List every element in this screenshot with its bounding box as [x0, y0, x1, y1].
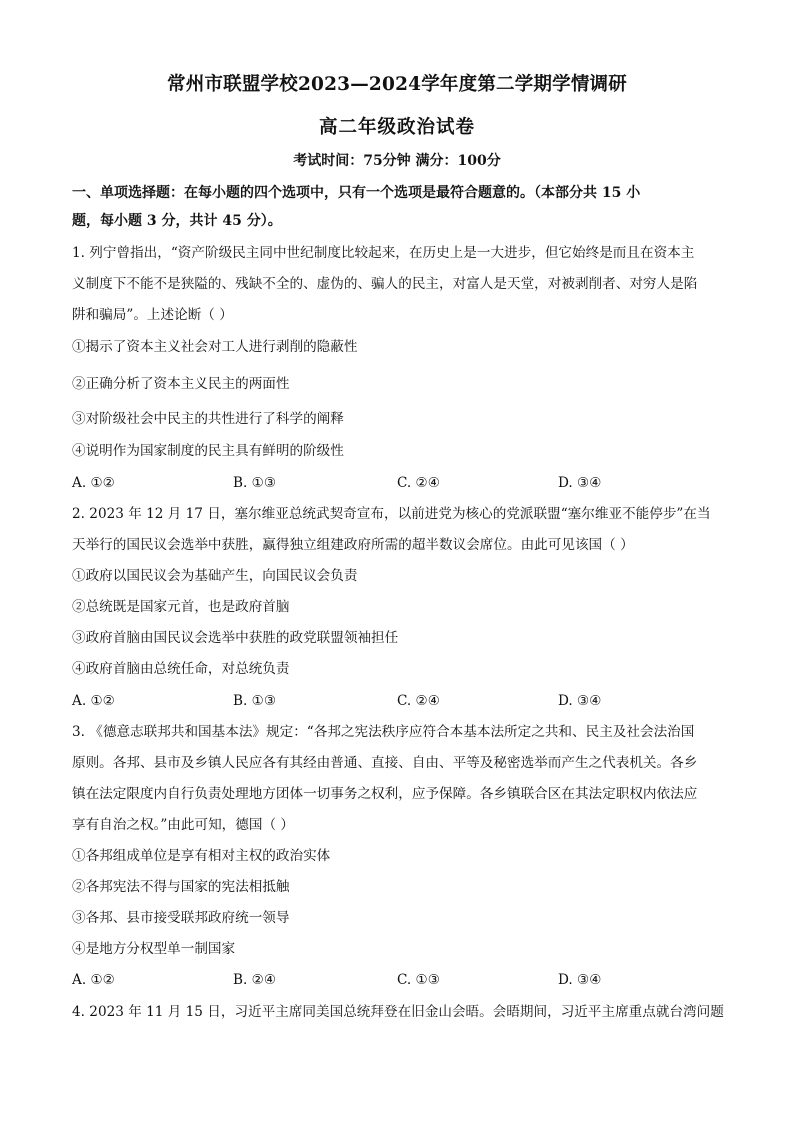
- q2-choice-b[interactable]: B. ①③: [233, 693, 277, 709]
- q3-statement-1: ①各邦组成单位是享有相对主权的政治实体: [72, 848, 331, 864]
- q3-choice-b[interactable]: B. ②④: [233, 972, 277, 988]
- q1-statement-1: ①揭示了资本主义社会对工人进行剥削的隐蔽性: [72, 339, 358, 355]
- q2-statement-2: ②总统既是国家元首，也是政府首脑: [72, 599, 290, 615]
- q3-stem-line-1: 3. 《德意志联邦共和国基本法》规定：“各邦之宪法秩序应符合本基本法所定之共和、民主及社会法治国: [72, 724, 695, 740]
- q1-choice-c[interactable]: C. ②④: [397, 475, 440, 491]
- q2-stem-line-1: 2. 2023 年 12 月 17 日，塞尔维亚总统武契奇宣布，以前进党为核心的党派联盟“塞尔维亚不能停步”在当: [72, 506, 711, 522]
- q2-choice-a[interactable]: A. ①②: [72, 693, 115, 709]
- q1-stem-line-2: 义制度下不能不是狭隘的、残缺不全的、虚伪的、骗人的民主，对富人是天堂，对被剥削者、对穷人是陷: [72, 276, 698, 292]
- q2-choice-c[interactable]: C. ②④: [397, 693, 440, 709]
- q3-statement-2: ②各邦宪法不得与国家的宪法相抵触: [72, 879, 290, 895]
- q3-choice-a[interactable]: A. ①②: [72, 972, 115, 988]
- q2-statement-3: ③政府首脑由国民议会选举中获胜的政党联盟领袖担任: [72, 630, 399, 646]
- exam-title: 常州市联盟学校2023—2024学年度第二学期学情调研: [167, 74, 627, 95]
- q3-stem-line-4: 享有自治之权。”由此可知，德国（ ）: [72, 817, 294, 833]
- q2-stem-line-2: 天举行的国民议会选举中获胜，赢得独立组建政府所需的超半数议会席位。由此可见该国（ ）: [72, 537, 634, 553]
- q3-statement-3: ③各邦、县市接受联邦政府统一领导: [72, 910, 290, 926]
- section-heading-line-2: 题，每小题 3 分，共计 45 分）。: [72, 213, 282, 229]
- q3-statement-4: ④是地方分权型单一制国家: [72, 941, 236, 957]
- q3-choice-c[interactable]: C. ①③: [397, 972, 440, 988]
- q1-statement-2: ②正确分析了资本主义民主的两面性: [72, 376, 290, 392]
- q2-choice-d[interactable]: D. ③④: [558, 693, 602, 709]
- q1-statement-4: ④说明作为国家制度的民主具有鲜明的阶级性: [72, 443, 344, 459]
- q3-choice-d[interactable]: D. ③④: [558, 972, 602, 988]
- q1-statement-3: ③对阶级社会中民主的共性进行了科学的阐释: [72, 411, 344, 427]
- q1-stem-line-1: 1. 列宁曾指出，“资产阶级民主同中世纪制度比较起来，在历史上是一大进步，但它始终是而且在资本主: [72, 245, 695, 261]
- q3-stem-line-3: 镇在法定限度内自行负责处理地方团体一切事务之权利，应予保障。各乡镇联合区在其法定职权内依法应: [72, 786, 698, 802]
- q4-stem-line-1: 4. 2023 年 11 月 15 日，习近平主席同美国总统拜登在旧金山会晤。会晤期间，习近平主席重点就台湾问题: [72, 1004, 724, 1020]
- q1-choice-a[interactable]: A. ①②: [72, 475, 115, 491]
- exam-info: 考试时间：75分钟 满分：100分: [293, 153, 501, 169]
- q1-choice-b[interactable]: B. ①③: [233, 475, 277, 491]
- q2-statement-1: ①政府以国民议会为基础产生，向国民议会负责: [72, 568, 358, 584]
- q3-stem-line-2: 原则。各邦、县市及乡镇人民应各有其经由普通、直接、自由、平等及秘密选举而产生之代表机关。各乡: [72, 755, 698, 771]
- q2-statement-4: ④政府首脑由总统任命，对总统负责: [72, 661, 290, 677]
- exam-subtitle: 高二年级政治试卷: [318, 117, 475, 138]
- q1-stem-line-3: 阱和骗局”。上述论断（ ）: [72, 307, 233, 323]
- q1-choice-d[interactable]: D. ③④: [558, 475, 602, 491]
- section-heading-line-1: 一、单项选择题：在每小题的四个选项中，只有一个选项是最符合题意的。（本部分共 15 小: [72, 185, 641, 201]
